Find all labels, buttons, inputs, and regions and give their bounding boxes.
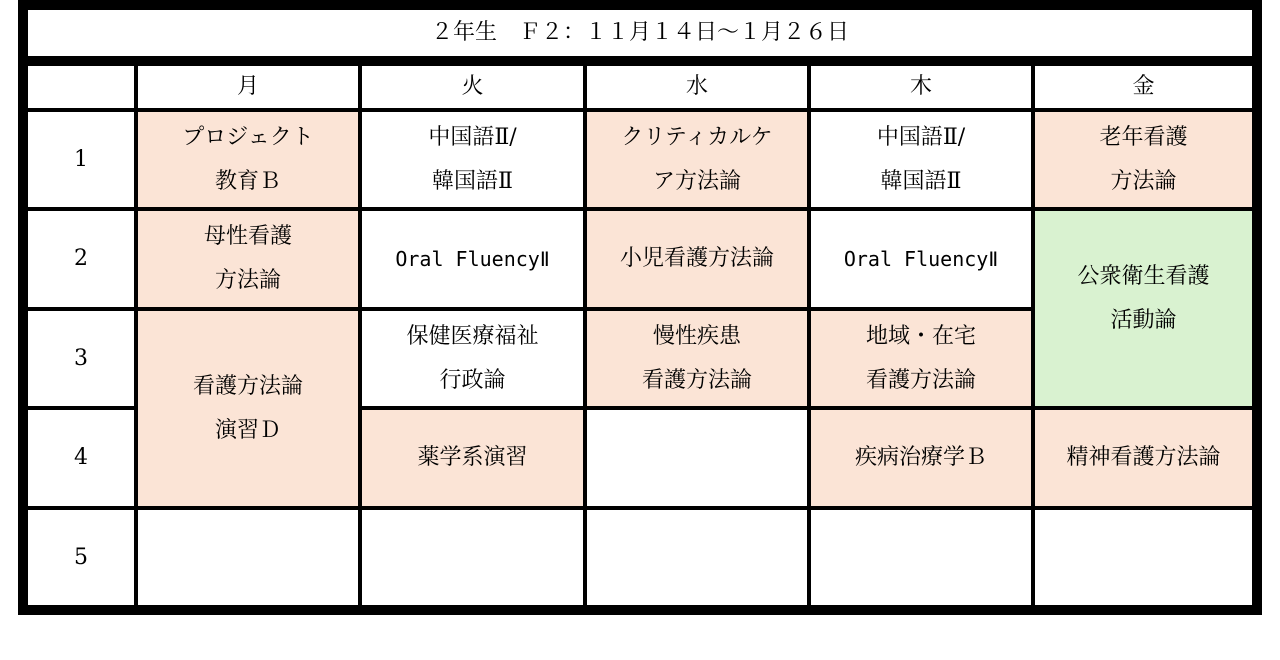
class-name: 公衆衛生看護 活動論 <box>1077 263 1210 333</box>
day-label: 金 <box>1132 74 1155 99</box>
period-2 <box>28 211 134 307</box>
class-name: 老年看護 方法論 <box>1099 124 1188 194</box>
class-name: 看護方法論 演習Ｄ <box>192 373 303 443</box>
day-label: 月 <box>236 74 259 99</box>
class-wed-5 <box>587 510 807 605</box>
header-day-wed <box>587 66 807 108</box>
timetable <box>18 0 1262 615</box>
period-3 <box>28 311 134 406</box>
period-label: 3 <box>74 345 88 371</box>
class-mon-2 <box>138 211 358 307</box>
class-fri-2-3 <box>1035 211 1252 406</box>
class-thu-1 <box>811 112 1031 207</box>
class-thu-5 <box>811 510 1031 605</box>
class-thu-4 <box>811 410 1031 506</box>
class-tue-4 <box>362 410 583 506</box>
class-fri-4 <box>1035 410 1252 506</box>
period-4 <box>28 410 134 506</box>
day-label: 火 <box>461 74 484 99</box>
title-text: ２年生 Ｆ２：１１月１４日〜１月２６日 <box>430 20 849 45</box>
header-corner <box>28 66 134 108</box>
class-name: 中国語Ⅱ/ 韓国語Ⅱ <box>876 124 966 194</box>
period-1 <box>28 112 134 207</box>
class-name: 保健医療福祉 行政論 <box>406 323 539 393</box>
class-fri-1 <box>1035 112 1252 207</box>
header-day-fri <box>1035 66 1252 108</box>
class-name: Oral FluencyⅡ <box>843 247 999 271</box>
class-mon-5 <box>138 510 358 605</box>
class-name: 精神看護方法論 <box>1066 445 1221 470</box>
class-name: 小児看護方法論 <box>619 246 774 271</box>
period-label: 1 <box>74 146 88 172</box>
day-label: 木 <box>909 74 932 99</box>
day-label: 水 <box>685 74 708 99</box>
class-name: 母性看護 方法論 <box>203 224 292 293</box>
class-wed-3 <box>587 311 807 406</box>
class-name: 地域・在宅 看護方法論 <box>865 323 976 393</box>
class-wed-2 <box>587 211 807 307</box>
header-day-mon <box>138 66 358 108</box>
header-day-thu <box>811 66 1031 108</box>
class-thu-2 <box>811 211 1031 307</box>
period-label: 2 <box>74 246 88 271</box>
class-name: クリティカルケ ア方法論 <box>621 124 773 194</box>
class-tue-5 <box>362 510 583 605</box>
class-tue-3 <box>362 311 583 406</box>
class-name: 慢性疾患 看護方法論 <box>641 323 752 393</box>
class-name: 中国語Ⅱ/ 韓国語Ⅱ <box>428 124 517 194</box>
header-day-tue <box>362 66 583 108</box>
class-wed-1 <box>587 112 807 207</box>
class-name: 疾病治療学Ｂ <box>854 445 987 470</box>
class-tue-1 <box>362 112 583 207</box>
class-name: Oral FluencyⅡ <box>395 247 550 271</box>
class-thu-3 <box>811 311 1031 406</box>
class-tue-2 <box>362 211 583 307</box>
class-mon-3-4 <box>138 311 358 506</box>
class-wed-4 <box>587 410 807 506</box>
period-label: 5 <box>74 544 88 570</box>
class-mon-1 <box>138 112 358 207</box>
class-name: プロジェクト 教育Ｂ <box>182 124 314 194</box>
class-fri-5 <box>1035 510 1252 605</box>
timetable-title <box>28 10 1252 56</box>
period-5 <box>28 510 134 605</box>
period-label: 4 <box>74 445 88 470</box>
class-name: 薬学系演習 <box>417 445 528 470</box>
